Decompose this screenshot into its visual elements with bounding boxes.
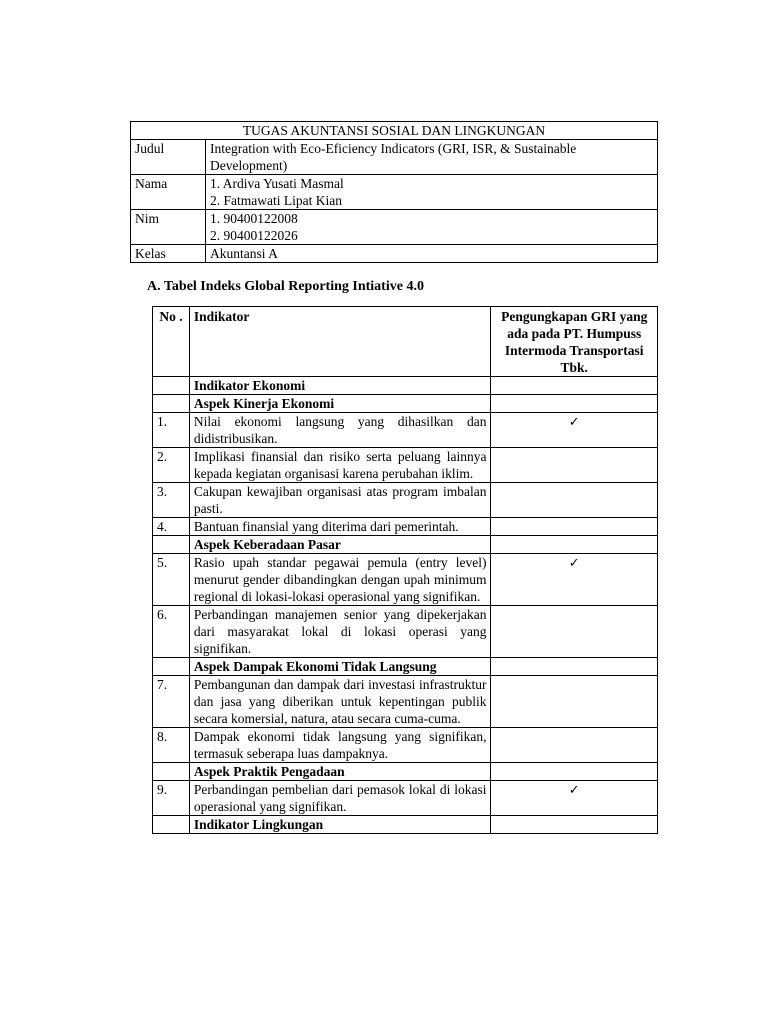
info-value: [206, 245, 658, 263]
gri-index-table: [152, 306, 658, 834]
info-value-line: 2. 90400122026: [210, 228, 298, 243]
aspect-heading: Aspek Praktik Pengadaan: [189, 763, 491, 781]
disclosure-cell: [491, 728, 658, 763]
aspect-no-cell: [153, 763, 190, 781]
aspect-row: [153, 763, 658, 781]
header-pengungkapan: Pengungkapan GRI yang ada pada PT. Humpuss Intermoda Transportasi Tbk.: [491, 307, 658, 377]
assignment-info-body: [131, 122, 658, 263]
disclosure-cell: [491, 658, 658, 676]
info-row-judul: [131, 140, 658, 175]
info-row-kelas: [131, 245, 658, 263]
aspect-heading: Aspek Dampak Ekonomi Tidak Langsung: [189, 658, 491, 676]
row-number: 8.: [153, 728, 190, 763]
row-number: 6.: [153, 606, 190, 658]
table-row: [153, 781, 658, 816]
table-row: [153, 518, 658, 536]
aspect-heading: Aspek Kinerja Ekonomi: [189, 395, 491, 413]
disclosure-cell: [491, 676, 658, 728]
disclosure-cell: [491, 554, 658, 606]
table-row: [153, 448, 658, 483]
info-value-line: Integration with Eco-Eficiency Indicators (GRI, ISR, & Sustainable Development): [210, 141, 577, 173]
row-number: 9.: [153, 781, 190, 816]
check-mark-icon: ✓: [568, 783, 580, 798]
table-row: [153, 413, 658, 448]
indicator-text: Rasio upah standar pegawai pemula (entry level) menurut gender dibandingkan dengan upah minimum regional di lokasi-lokasi operasional yang signifikan.: [189, 554, 491, 606]
info-value-line: 2. Fatmawati Lipat Kian: [210, 193, 342, 208]
info-label: Nim: [131, 210, 206, 245]
check-mark-icon: ✓: [568, 415, 580, 430]
aspect-no-cell: [153, 536, 190, 554]
table-row: [153, 676, 658, 728]
disclosure-cell: [491, 395, 658, 413]
group-heading: Indikator Lingkungan: [189, 816, 491, 834]
assignment-title: TUGAS AKUNTANSI SOSIAL DAN LINGKUNGAN: [131, 122, 658, 140]
info-value-line: 1. 90400122008: [210, 211, 298, 226]
group-no-cell: [153, 816, 190, 834]
section-heading: A. Tabel Indeks Global Reporting Intiative 4.0: [147, 279, 424, 294]
disclosure-cell: [491, 816, 658, 834]
info-value-line: Akuntansi A: [210, 246, 278, 261]
info-label: Nama: [131, 175, 206, 210]
aspect-heading: Aspek Keberadaan Pasar: [189, 536, 491, 554]
indicator-text: Dampak ekonomi tidak langsung yang signifikan, termasuk seberapa luas dampaknya.: [189, 728, 491, 763]
check-mark-icon: ✓: [568, 556, 580, 571]
info-value: [206, 175, 658, 210]
info-row-nama: [131, 175, 658, 210]
info-label: Judul: [131, 140, 206, 175]
assignment-info-table: [130, 121, 658, 263]
indicator-text: Nilai ekonomi langsung yang dihasilkan dan didistribusikan.: [189, 413, 491, 448]
info-label: Kelas: [131, 245, 206, 263]
disclosure-cell: [491, 518, 658, 536]
info-value: [206, 140, 658, 175]
row-number: 3.: [153, 483, 190, 518]
info-row-nim: [131, 210, 658, 245]
table-row: [153, 606, 658, 658]
table-row: [153, 483, 658, 518]
aspect-no-cell: [153, 658, 190, 676]
aspect-row: [153, 658, 658, 676]
row-number: 4.: [153, 518, 190, 536]
info-title-row: [131, 122, 658, 140]
gri-header-row: [153, 307, 658, 377]
indicator-text: Implikasi finansial dan risiko serta peluang lainnya kepada kegiatan organisasi karena perubahan iklim.: [189, 448, 491, 483]
table-row: [153, 554, 658, 606]
header-no: No .: [153, 307, 190, 377]
header-indikator: Indikator: [189, 307, 491, 377]
disclosure-cell: [491, 536, 658, 554]
group-row: [153, 816, 658, 834]
indicator-text: Bantuan finansial yang diterima dari pemerintah.: [189, 518, 491, 536]
info-value-line: 1. Ardiva Yusati Masmal: [210, 176, 344, 191]
info-value: [206, 210, 658, 245]
table-row: [153, 728, 658, 763]
indicator-text: Cakupan kewajiban organisasi atas program imbalan pasti.: [189, 483, 491, 518]
disclosure-cell: [491, 763, 658, 781]
row-number: 5.: [153, 554, 190, 606]
aspect-no-cell: [153, 395, 190, 413]
disclosure-cell: [491, 413, 658, 448]
disclosure-cell: [491, 483, 658, 518]
disclosure-cell: [491, 781, 658, 816]
group-no-cell: [153, 377, 190, 395]
indicator-text: Pembangunan dan dampak dari investasi infrastruktur dan jasa yang diberikan untuk kepentingan publik secara komersial, natura, atau secara cuma-cuma.: [189, 676, 491, 728]
aspect-row: [153, 395, 658, 413]
row-number: 7.: [153, 676, 190, 728]
aspect-row: [153, 536, 658, 554]
disclosure-cell: [491, 606, 658, 658]
row-number: 2.: [153, 448, 190, 483]
indicator-text: Perbandingan manajemen senior yang dipekerjakan dari masyarakat lokal di lokasi operasi yang signifikan.: [189, 606, 491, 658]
group-heading: Indikator Ekonomi: [189, 377, 491, 395]
gri-table-header: [153, 307, 658, 377]
disclosure-cell: [491, 448, 658, 483]
gri-table-body: [153, 377, 658, 834]
indicator-text: Perbandingan pembelian dari pemasok lokal di lokasi operasional yang signifikan.: [189, 781, 491, 816]
group-row: [153, 377, 658, 395]
row-number: 1.: [153, 413, 190, 448]
disclosure-cell: [491, 377, 658, 395]
